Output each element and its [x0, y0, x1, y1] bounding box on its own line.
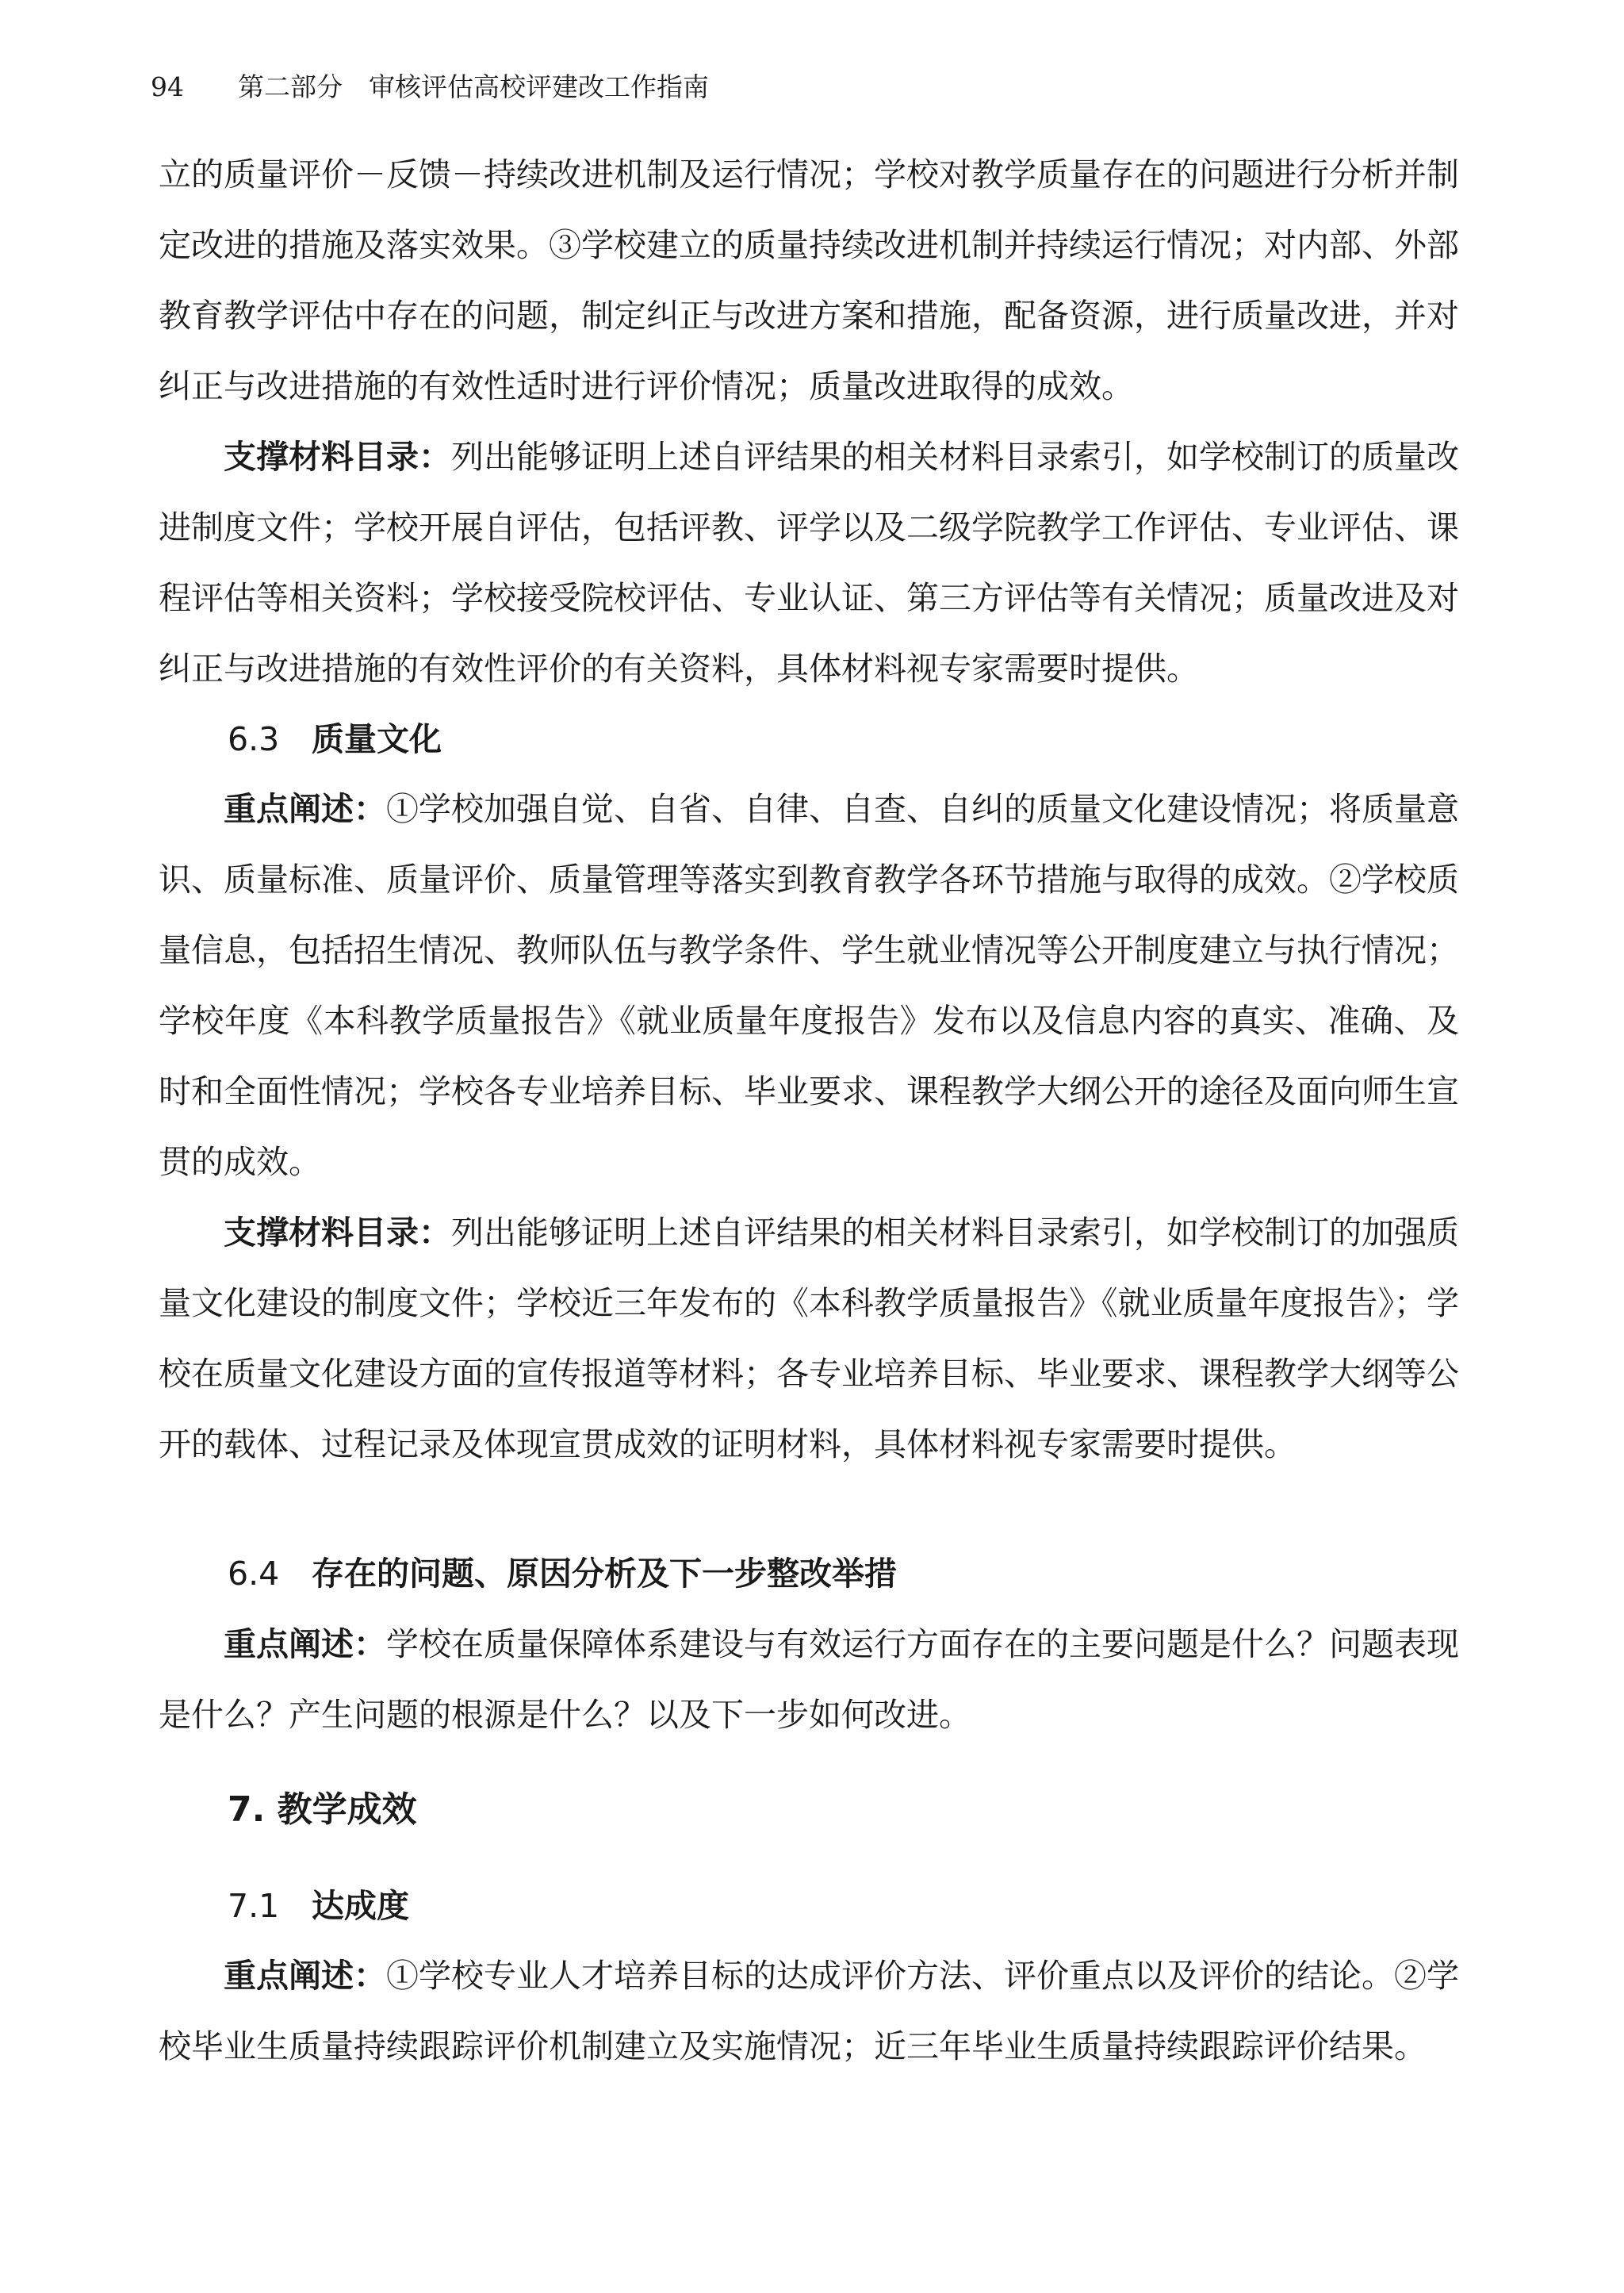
- running-title: 第二部分 审核评估高校评建改工作指南: [238, 71, 709, 102]
- paragraph-key-points-7-1: [159, 1941, 1459, 2082]
- paragraph-text: ①学校专业人才培养目标的达成评价方法、评价重点以及评价的结论。②学校毕业生质量持续跟踪评价机制建立及实施情况；近三年毕业生质量持续跟踪评价结果。: [159, 1957, 1459, 2065]
- paragraph-supporting-materials-6-3: [159, 1198, 1459, 1480]
- section-title: 达成度: [312, 1887, 409, 1925]
- section-heading-6-3: [228, 715, 442, 763]
- paragraph-quality-improvement: [159, 140, 1459, 422]
- paragraph-label: 重点阐述：: [224, 1625, 386, 1663]
- paragraph-label: 支撑材料目录：: [224, 1214, 451, 1252]
- section-number: 6.3: [228, 720, 280, 758]
- paragraph-text: 列出能够证明上述自评结果的相关材料目录索引，如学校制订的质量改进制度文件；学校开展自评估，包括评教、评学以及二级学院教学工作评估、专业评估、课程评估等相关资料；学校接受院校评估、专业认证、第三方评估等有关情况；质量改进及对纠正与改进措施的有效性评价的有关资料，具体材料视专家需要时提供。: [159, 438, 1459, 688]
- paragraph-supporting-materials-6-2: [159, 422, 1459, 704]
- paragraph-text: ①学校加强自觉、自省、自律、自查、自纠的质量文化建设情况；将质量意识、质量标准、质量评价、质量管理等落实到教育教学各环节措施与取得的成效。②学校质量信息，包括招生情况、教师队伍与教学条件、学生就业情况等公开制度建立与执行情况；学校年度《本科教学质量报告》《就业质量年度报告》发布以及信息内容的真实、准确、及时和全面性情况；学校各专业培养目标、毕业要求、课程教学大纲公开的途径及面向师生宣贯的成效。: [159, 790, 1459, 1181]
- paragraph-label: 重点阐述：: [224, 1957, 386, 1995]
- paragraph-key-points-6-4: [159, 1609, 1459, 1750]
- section-number: 6.4: [228, 1555, 280, 1593]
- section-title: 存在的问题、原因分析及下一步整改举措: [312, 1555, 897, 1593]
- chapter-title: 教学成效: [277, 1789, 417, 1830]
- paragraph-text: 立的质量评价－反馈－持续改进机制及运行情况；学校对教学质量存在的问题进行分析并制定改进的措施及落实效果。③学校建立的质量持续改进机制并持续运行情况；对内部、外部教育教学评估中存在的问题，制定纠正与改进方案和措施，配备资源，进行质量改进，并对纠正与改进措施的有效性适时进行评价情况；质量改进取得的成效。: [159, 155, 1459, 405]
- paragraph-label: 重点阐述：: [224, 790, 386, 828]
- chapter-heading-7: [228, 1786, 417, 1834]
- section-number: 7.1: [228, 1887, 280, 1925]
- page-number: 94: [151, 71, 184, 102]
- running-header: [151, 70, 709, 105]
- section-heading-7-1: [228, 1882, 409, 1930]
- paragraph-key-points-6-3: [159, 774, 1459, 1198]
- section-heading-6-4: [228, 1550, 897, 1597]
- section-title: 质量文化: [312, 720, 442, 758]
- paragraph-label: 支撑材料目录：: [224, 438, 451, 476]
- paragraph-text: 学校在质量保障体系建设与有效运行方面存在的主要问题是什么？问题表现是什么？产生问题的根源是什么？以及下一步如何改进。: [159, 1625, 1459, 1734]
- paragraph-text: 列出能够证明上述自评结果的相关材料目录索引，如学校制订的加强质量文化建设的制度文件；学校近三年发布的《本科教学质量报告》《就业质量年度报告》；学校在质量文化建设方面的宣传报道等材料；各专业培养目标、毕业要求、课程教学大纲等公开的载体、过程记录及体现宣贯成效的证明材料，具体材料视专家需要时提供。: [159, 1214, 1459, 1463]
- chapter-number: 7.: [228, 1789, 266, 1830]
